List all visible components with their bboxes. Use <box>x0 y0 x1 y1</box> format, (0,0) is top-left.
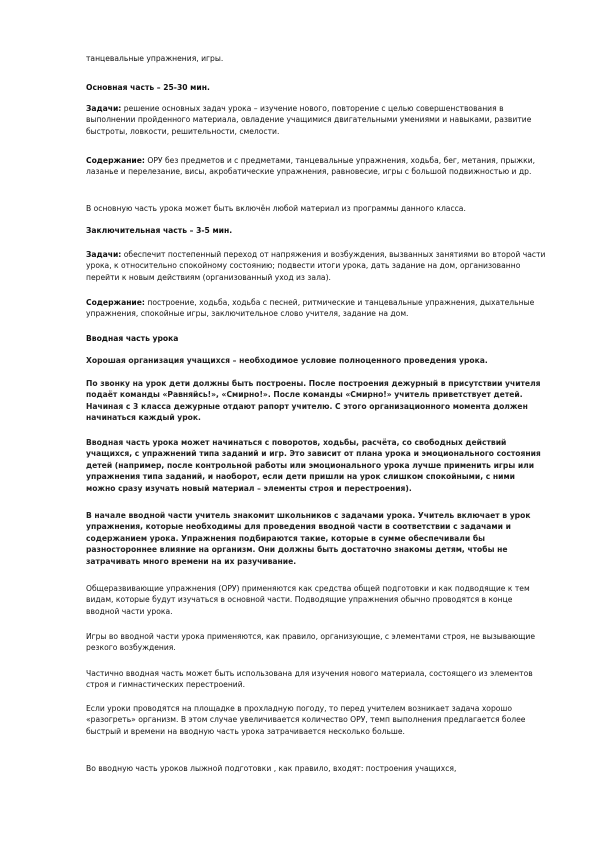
paragraph-label: Содержание: <box>86 156 145 165</box>
paragraph <box>86 297 546 320</box>
paragraph-text: В начале вводной части учитель знакомит школьников с задачами урока. Учитель включает в урок упражнения, которые необходимы для проведения вводной части в соответствии с задачами и содержанием урока. Упражнения подбираются такие, которые в сумме обеспечивали бы разностороннее влияние на организм. Они должны быть достаточно знакомы детям, чтобы не затрачивать много времени на их разучивание. <box>86 511 531 566</box>
paragraph-label: Содержание: <box>86 298 145 307</box>
paragraph <box>86 668 546 691</box>
paragraph-text: Вводная часть урока может начинаться с поворотов, ходьбы, расчёта, со свободных действий учащихся, с упражнений типа заданий и игр. Это зависит от плана урока и эмоционального состояния детей (например, после контрольной работы или эмоционального урока лучше применить игры или упражнения типа заданий, и наоборот, если дети пришли на урок слишком спокойными, с ними можно сразу изучать новый материал – элементы строя и перестроения). <box>86 438 541 493</box>
section-heading <box>86 225 546 236</box>
paragraph-text: танцевальные упражнения, игры. <box>86 54 224 63</box>
paragraph-text: В основную часть урока может быть включён любой материал из программы данного класса. <box>86 204 466 213</box>
paragraph-text: Хорошая организация учащихся – необходимое условие полноценного проведения урока. <box>86 356 488 365</box>
paragraph-text: Частично вводная часть может быть использована для изучения нового материала, состоящего из элементов строя и гимнастических перестроений. <box>86 669 533 690</box>
paragraph-label: Задачи: <box>86 104 122 113</box>
paragraph <box>86 378 546 424</box>
paragraph <box>86 355 546 366</box>
paragraph-text: По звонку на урок дети должны быть построены. После построения дежурный в присутствии учителя подаёт команды «Равняйсь!», «Смирно!». После команды «Смирно!» учитель приветствует детей. Начиная с 3 класса дежурные отдают рапорт учителю. С этого организационного момента должен начинаться каждый урок. <box>86 379 541 423</box>
paragraph-text: Игры во вводной части урока применяются, как правило, организующие, с элементами строя, не вызывающие резкого возбуждения. <box>86 632 536 653</box>
heading-text: Основная часть – 25-30 мин. <box>86 83 210 92</box>
paragraph-text: Если уроки проводятся на площадке в прохладную погоду, то перед учителем возникает задача хорошо «разогреть» организм. В этом случае увеличивается количество ОРУ, темп выполнения предлагается более быстрый и времени на вводную часть урока затрачивается несколько больше. <box>86 704 526 736</box>
paragraph <box>86 155 546 178</box>
paragraph <box>86 203 546 214</box>
paragraph-text: Во вводную часть уроков лыжной подготовки , как правило, входят: построения учащихся, <box>86 764 457 773</box>
paragraph <box>86 510 546 567</box>
paragraph-text: ОРУ без предметов и с предметами, танцевальные упражнения, ходьба, бег, метания, прыжки, лазанье и перелезание, висы, акробатические упражнения, равновесие, игры с большой подвижностью и др. <box>86 156 536 177</box>
paragraph <box>86 631 546 654</box>
paragraph <box>86 249 546 283</box>
section-heading <box>86 333 546 344</box>
paragraph <box>86 437 546 494</box>
paragraph-text: обеспечит постепенный переход от напряжения и возбуждения, вызванных занятиями во второй части урока, к относительно спокойному состоянию; подвести итоги урока, дать задание на дом, организованно перейти к новым действиям (организованный уход из зала). <box>86 250 546 282</box>
paragraph-text: решение основных задач урока – изучение нового, повторение с целью совершенствования в выполнении пройденного материала, овладение учащимися двигательными умениями и навыками, развитие быстроты, ловкости, решительности, смелости. <box>86 104 532 136</box>
paragraph <box>86 763 546 774</box>
paragraph-label: Задачи: <box>86 250 122 259</box>
paragraph <box>86 583 546 617</box>
heading-text: Заключительная часть – 3-5 мин. <box>86 226 233 235</box>
paragraph <box>86 53 546 64</box>
paragraph-text: Общеразвивающие упражнения (ОРУ) применяются как средства общей подготовки и как подводящие к тем видам, которые будут изучаться в основной части. Подводящие упражнения обычно проводятся в конце вводной части урока. <box>86 584 530 616</box>
heading-text: Вводная часть урока <box>86 334 179 343</box>
section-heading <box>86 82 546 93</box>
paragraph <box>86 103 546 137</box>
paragraph-text: построение, ходьба, ходьба с песней, ритмические и танцевальные упражнения, дыхательные упражнения, спокойные игры, заключительное слово учителя, задание на дом. <box>86 298 535 319</box>
paragraph <box>86 703 546 737</box>
